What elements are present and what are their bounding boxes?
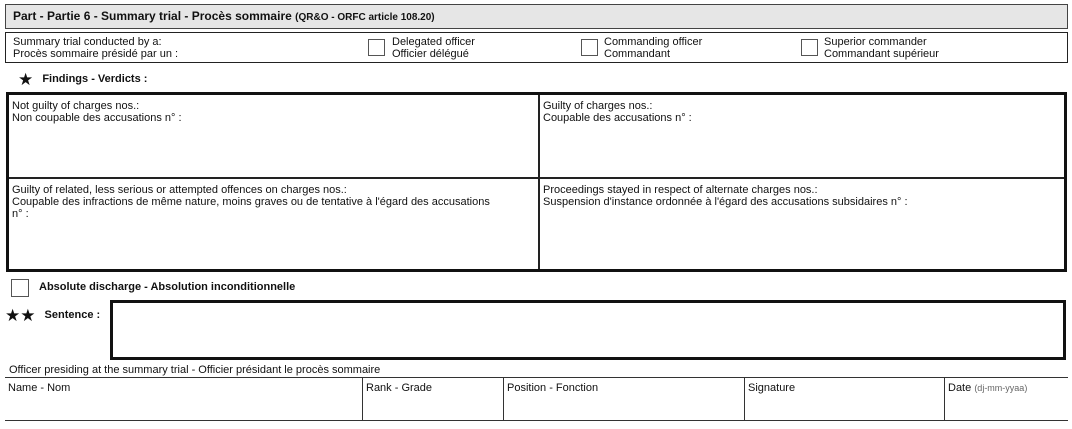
date-label: Date <box>948 382 972 394</box>
rank-field[interactable] <box>362 377 503 420</box>
guilty-label-fr: Coupable des accusations n° : <box>543 112 692 124</box>
findings-star-icon: ★ <box>18 70 34 89</box>
not-guilty-label-en: Not guilty of charges nos.: <box>12 100 140 112</box>
not-guilty-label-fr: Non coupable des accusations n° : <box>12 112 182 124</box>
signature-field[interactable] <box>744 377 944 420</box>
superior-commander-label-en: Superior commander <box>824 36 927 48</box>
sentence-field[interactable] <box>110 300 1066 360</box>
superior-commander-label <box>824 36 939 60</box>
commanding-officer-label <box>604 36 702 60</box>
guilty-related-offences-field[interactable] <box>9 179 499 269</box>
superior-commander-checkbox[interactable] <box>801 39 818 56</box>
proceedings-stayed-label-fr: Suspension d'instance ordonnée à l'égard des accusations subsidaires n° : <box>543 196 908 208</box>
commanding-officer-label-en: Commanding officer <box>604 36 703 48</box>
presided-by-label-fr: Procès sommaire présidé par un : <box>13 48 179 60</box>
commanding-officer-checkbox[interactable] <box>581 39 598 56</box>
officer-details-table <box>5 377 1068 421</box>
date-field[interactable] <box>944 377 1068 420</box>
delegated-officer-label-fr: Officier délégué <box>392 48 469 60</box>
rank-label: Rank - Grade <box>366 382 433 394</box>
not-guilty-field[interactable] <box>9 95 538 177</box>
presided-by-label-en: Summary trial conducted by a: <box>13 36 162 48</box>
delegated-officer-label <box>392 36 475 60</box>
guilty-label-en: Guilty of charges nos.: <box>543 100 653 112</box>
delegated-officer-checkbox[interactable] <box>368 39 385 56</box>
delegated-officer-label-en: Delegated officer <box>392 36 475 48</box>
signature-label: Signature <box>748 382 796 394</box>
position-label: Position - Fonction <box>507 382 599 394</box>
regulation-reference: (QR&O - ORFC article 108.20) <box>295 12 435 23</box>
commanding-officer-label-fr: Commandant <box>604 48 671 60</box>
absolute-discharge-checkbox[interactable] <box>11 279 29 297</box>
presided-by-label <box>13 36 178 60</box>
findings-grid <box>6 92 1067 272</box>
section-title: Part - Partie 6 - Summary trial - Procès sommaire <box>13 9 292 23</box>
proceedings-stayed-label-en: Proceedings stayed in respect of alternate charges nos.: <box>543 184 818 196</box>
sentence-heading <box>5 306 100 326</box>
presided-by-row <box>5 32 1068 63</box>
name-label: Name - Nom <box>8 382 71 394</box>
officer-presiding-caption: Officer presiding at the summary trial - Officier présidant le procès sommaire <box>9 364 381 376</box>
absolute-discharge-label: Absolute discharge - Absolution inconditionnelle <box>39 281 296 293</box>
sentence-label: Sentence : <box>44 309 101 321</box>
superior-commander-label-fr: Commandant supérieur <box>824 48 939 60</box>
section-header <box>5 4 1068 29</box>
proceedings-stayed-field[interactable] <box>540 179 1064 269</box>
position-field[interactable] <box>503 377 744 420</box>
guilty-related-label-fr: Coupable des infractions de même nature, moins graves ou de tentative à l'égard des accusations n° : <box>12 196 490 220</box>
date-format-hint: (dj-mm-yyaa) <box>974 383 1028 393</box>
findings-title: Findings - Verdicts : <box>42 73 148 85</box>
name-field[interactable] <box>5 377 362 420</box>
guilty-related-label-en: Guilty of related, less serious or attempted offences on charges nos.: <box>12 184 347 196</box>
sentence-star-icon: ★★ <box>5 306 36 325</box>
guilty-field[interactable] <box>540 95 1064 177</box>
findings-heading <box>18 70 147 90</box>
